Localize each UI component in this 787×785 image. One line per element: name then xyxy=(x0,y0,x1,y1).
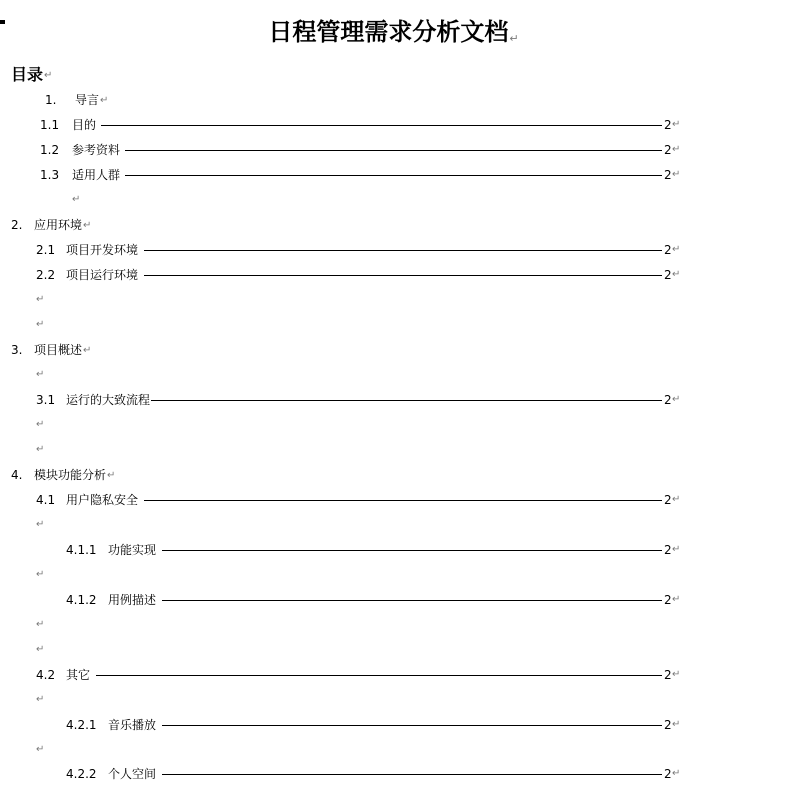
empty-paragraph xyxy=(0,315,787,335)
toc-entry-text: 项目概述↵ xyxy=(34,343,92,357)
toc-entry-page: 2 xyxy=(664,143,672,157)
toc-entry-1-1[interactable] xyxy=(0,115,787,135)
paragraph-mark-icon: ↵ xyxy=(36,294,45,305)
toc-entry-number: 4.1.2 xyxy=(66,593,97,607)
toc-entry-text: 项目运行环境 xyxy=(66,268,139,282)
toc-entry-text: 用例描述 xyxy=(108,593,157,607)
toc-entry-3-1[interactable] xyxy=(0,390,787,410)
toc-entry-4-2[interactable] xyxy=(0,665,787,685)
toc-entry-text: 功能实现 xyxy=(108,543,157,557)
paragraph-mark-icon: ↵ xyxy=(672,494,681,505)
toc-entry-text: 适用人群 xyxy=(72,168,121,182)
toc-entry-page: 2 xyxy=(664,268,672,282)
paragraph-mark-icon: ↵ xyxy=(36,419,45,430)
toc-entry-text: 用户隐私安全 xyxy=(66,493,139,507)
toc-heading xyxy=(11,63,52,88)
toc-entry-page: 2 xyxy=(664,543,672,557)
toc-entry-4-2-2[interactable] xyxy=(0,764,787,784)
toc-entry-2-1[interactable] xyxy=(0,240,787,260)
toc-entry-number: 1. xyxy=(45,93,57,107)
toc-entry-page: 2 xyxy=(664,493,672,507)
toc-entry-number: 4.2.2 xyxy=(66,767,97,781)
toc-entry-number: 4.2.1 xyxy=(66,718,97,732)
toc-entry-2-2[interactable] xyxy=(0,265,787,285)
empty-paragraph xyxy=(0,515,787,535)
toc-entry-3[interactable] xyxy=(0,340,787,360)
toc-entry-page: 2 xyxy=(664,593,672,607)
toc-entry-4-1-1[interactable] xyxy=(0,540,787,560)
paragraph-mark-icon: ↵ xyxy=(36,319,45,330)
toc-entry-number: 3.1 xyxy=(36,393,56,407)
toc-entry-4-2-1[interactable] xyxy=(0,715,787,735)
toc-entry-text: 运行的大致流程 xyxy=(66,393,151,407)
toc-entry-page: 2 xyxy=(664,767,672,781)
toc-entry-page: 2 xyxy=(664,243,672,257)
empty-paragraph xyxy=(0,365,787,385)
toc-entry-number: 4.1.1 xyxy=(66,543,97,557)
document-title xyxy=(0,14,787,57)
empty-paragraph xyxy=(0,640,787,660)
toc-entry-4-1-2[interactable] xyxy=(0,590,787,610)
toc-entry-page: 2 xyxy=(664,718,672,732)
paragraph-mark-icon: ↵ xyxy=(672,669,681,680)
toc-entry-number: 2. xyxy=(11,218,23,232)
toc-entry-4[interactable] xyxy=(0,465,787,485)
paragraph-mark-icon: ↵ xyxy=(36,744,45,755)
toc-dot-leader xyxy=(162,600,662,601)
paragraph-mark-icon: ↵ xyxy=(672,269,681,280)
paragraph-mark-icon: ↵ xyxy=(36,444,45,455)
toc-dot-leader xyxy=(144,500,662,501)
paragraph-mark-icon: ↵ xyxy=(72,194,81,205)
paragraph-mark-icon: ↵ xyxy=(672,244,681,255)
empty-paragraph xyxy=(0,690,787,710)
document-title-text: 日程管理需求分析文档 xyxy=(268,18,509,46)
empty-paragraph xyxy=(0,440,787,460)
toc-entry-page: 2 xyxy=(664,168,672,182)
toc-entry-text: 音乐播放 xyxy=(108,718,157,732)
empty-paragraph xyxy=(0,565,787,585)
paragraph-mark-icon: ↵ xyxy=(36,569,45,580)
toc-entry-page: 2 xyxy=(664,393,672,407)
empty-paragraph xyxy=(0,190,787,210)
paragraph-mark-icon: ↵ xyxy=(36,694,45,705)
empty-paragraph xyxy=(0,740,787,760)
toc-entry-number: 1.1 xyxy=(40,118,60,132)
toc-entry-page: 2 xyxy=(664,668,672,682)
toc-entry-text: 导言↵ xyxy=(75,93,109,107)
toc-entry-2[interactable] xyxy=(0,215,787,235)
paragraph-mark-icon: ↵ xyxy=(107,469,116,481)
toc-dot-leader xyxy=(96,675,662,676)
paragraph-mark-icon: ↵ xyxy=(672,144,681,155)
toc-entry-1-2[interactable] xyxy=(0,140,787,160)
paragraph-mark-icon: ↵ xyxy=(44,69,53,81)
toc-entry-text: 目的 xyxy=(72,118,97,132)
toc-dot-leader xyxy=(162,725,662,726)
toc-entry-number: 4.1 xyxy=(36,493,56,507)
toc-dot-leader xyxy=(101,125,662,126)
paragraph-mark-icon: ↵ xyxy=(672,594,681,605)
toc-dot-leader xyxy=(144,275,662,276)
toc-entry-text: 个人空间 xyxy=(108,767,157,781)
toc-entry-text: 模块功能分析↵ xyxy=(34,468,116,482)
paragraph-mark-icon: ↵ xyxy=(83,344,92,356)
empty-paragraph xyxy=(0,615,787,635)
toc-entry-page: 2 xyxy=(664,118,672,132)
paragraph-mark-icon: ↵ xyxy=(672,119,681,130)
paragraph-mark-icon: ↵ xyxy=(83,219,92,231)
empty-paragraph xyxy=(0,415,787,435)
empty-paragraph xyxy=(0,290,787,310)
paragraph-mark-icon: ↵ xyxy=(36,369,45,380)
toc-entry-4-1[interactable] xyxy=(0,490,787,510)
paragraph-mark-icon: ↵ xyxy=(36,619,45,630)
toc-entry-number: 1.3 xyxy=(40,168,60,182)
toc-dot-leader xyxy=(144,250,662,251)
toc-entry-text: 应用环境↵ xyxy=(34,218,92,232)
toc-entry-number: 4. xyxy=(11,468,23,482)
toc-dot-leader xyxy=(151,400,662,401)
toc-entry-1-3[interactable] xyxy=(0,165,787,185)
paragraph-mark-icon: ↵ xyxy=(672,768,681,779)
toc-entry-number: 3. xyxy=(11,343,23,357)
paragraph-mark-icon: ↵ xyxy=(36,644,45,655)
paragraph-mark-icon: ↵ xyxy=(672,169,681,180)
toc-entry-number: 1.2 xyxy=(40,143,60,157)
toc-dot-leader xyxy=(125,175,662,176)
toc-entry-number: 4.2 xyxy=(36,668,56,682)
toc-entry-text: 其它 xyxy=(66,668,91,682)
toc-entry-text: 参考资料 xyxy=(72,143,121,157)
toc-entry-text: 项目开发环境 xyxy=(66,243,139,257)
paragraph-mark-icon: ↵ xyxy=(672,719,681,730)
toc-entry-number: 2.2 xyxy=(36,268,56,282)
paragraph-mark-icon: ↵ xyxy=(509,32,519,45)
toc-heading-text: 目录 xyxy=(11,65,44,84)
paragraph-mark-icon: ↵ xyxy=(100,94,109,106)
paragraph-mark-icon: ↵ xyxy=(672,394,681,405)
paragraph-mark-icon: ↵ xyxy=(672,544,681,555)
toc-dot-leader xyxy=(162,550,662,551)
paragraph-mark-icon: ↵ xyxy=(36,519,45,530)
toc-dot-leader xyxy=(125,150,662,151)
toc-entry-number: 2.1 xyxy=(36,243,56,257)
toc-dot-leader xyxy=(162,774,662,775)
toc-entry-1[interactable] xyxy=(0,90,787,110)
